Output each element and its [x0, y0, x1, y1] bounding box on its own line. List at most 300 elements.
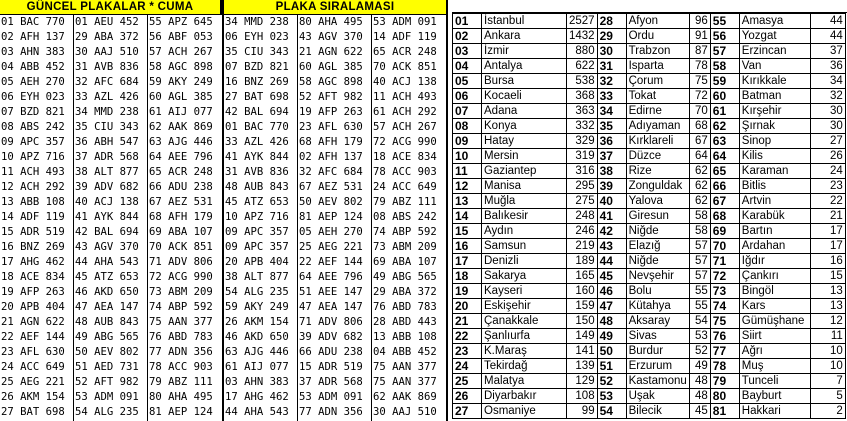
column-divider: [73, 15, 74, 421]
city-rank-number: 22: [453, 329, 482, 344]
city-name: Edirne: [626, 104, 689, 119]
city-row: [453, 89, 846, 104]
city-name: Bingöl: [739, 284, 810, 299]
city-count: 108: [567, 389, 598, 404]
city-name: Kastamonu: [626, 374, 689, 389]
plate-cell: 58 AGC 898: [149, 61, 213, 73]
plate-row: [0, 120, 448, 135]
city-count: 55: [689, 299, 710, 314]
city-row: [453, 29, 846, 44]
plate-row: [0, 30, 448, 45]
city-name: Diyarbakır: [482, 389, 567, 404]
plate-cell: 10 APZ 716: [225, 211, 289, 223]
city-row: [453, 164, 846, 179]
city-rank-number: 80: [710, 389, 739, 404]
city-name: İzmir: [482, 44, 567, 59]
city-row: [453, 134, 846, 149]
city-name: K.Maraş: [482, 344, 567, 359]
city-row: [453, 104, 846, 119]
plate-cell: 11 ACH 493: [373, 91, 437, 103]
plate-cell: 24 ACC 649: [1, 361, 65, 373]
city-count: 15: [810, 269, 845, 284]
city-name: Erzurum: [626, 359, 689, 374]
city-name: Muş: [739, 359, 810, 374]
city-count: 48: [689, 374, 710, 389]
city-count: 64: [689, 149, 710, 164]
plate-cell: 73 ABM 209: [373, 241, 437, 253]
city-count: 22: [810, 194, 845, 209]
city-rank-number: 59: [710, 74, 739, 89]
plate-cell: 41 AYK 844: [225, 151, 289, 163]
plate-cell: 57 ACH 267: [149, 46, 213, 58]
city-count: 160: [567, 284, 598, 299]
plate-cell: 08 ABS 242: [1, 121, 65, 133]
plate-cell: 01 BAC 770: [1, 16, 65, 28]
city-count: 49: [689, 359, 710, 374]
city-rank-number: 33: [597, 89, 626, 104]
plate-row: [0, 300, 448, 315]
city-rank-number: 39: [597, 179, 626, 194]
plate-cell: 11 ACH 493: [1, 166, 65, 178]
plate-cell: 33 AZL 426: [225, 136, 289, 148]
plate-cell: 04 ABB 452: [1, 61, 65, 73]
city-name: Ankara: [482, 29, 567, 44]
plate-cell: 78 ACC 903: [373, 166, 437, 178]
city-rank-number: 50: [597, 344, 626, 359]
plate-cell: 80 AHA 495: [149, 391, 213, 403]
plate-cell: 42 BAL 694: [225, 106, 289, 118]
plate-cell: 47 AEA 147: [75, 301, 139, 313]
city-name: Nevşehir: [626, 269, 689, 284]
plate-cell: 12 ACH 292: [1, 181, 65, 193]
plate-cell: 37 ADR 568: [299, 376, 363, 388]
city-name: Iğdır: [739, 254, 810, 269]
plate-row: [0, 150, 448, 165]
city-name: Çanakkale: [482, 314, 567, 329]
city-count: 70: [689, 104, 710, 119]
city-name: Ardahan: [739, 239, 810, 254]
column-divider: [147, 15, 148, 421]
plate-cell: 60 AGL 385: [149, 91, 213, 103]
city-count: 45: [689, 404, 710, 419]
plate-cell: 49 ABG 565: [373, 271, 437, 283]
plate-cell: 62 AAK 869: [373, 391, 437, 403]
city-name: Adana: [482, 104, 567, 119]
city-count: 54: [689, 314, 710, 329]
city-name: Zonguldak: [626, 179, 689, 194]
city-rank-number: 02: [453, 29, 482, 44]
city-name: Osmaniye: [482, 404, 567, 419]
city-name: Denizli: [482, 254, 567, 269]
city-count: 139: [567, 359, 598, 374]
city-count: 1432: [567, 29, 598, 44]
city-row: [453, 74, 846, 89]
city-rank-number: 30: [597, 44, 626, 59]
city-rank-number: 47: [597, 299, 626, 314]
plate-cell: 61 ACH 292: [373, 106, 437, 118]
city-row: [453, 314, 846, 329]
city-count: 880: [567, 44, 598, 59]
plate-cell: 66 ADU 238: [149, 181, 213, 193]
plate-row: [0, 360, 448, 375]
city-count: 52: [689, 344, 710, 359]
city-count: 11: [810, 329, 845, 344]
city-count: 23: [810, 179, 845, 194]
city-rank-number: 65: [710, 164, 739, 179]
section-divider: [446, 0, 448, 421]
city-rank-number: 07: [453, 104, 482, 119]
city-rank-number: 23: [453, 344, 482, 359]
plate-cell: 28 ABD 443: [373, 316, 437, 328]
city-rank-number: 05: [453, 74, 482, 89]
city-count: 10: [810, 344, 845, 359]
city-rank-number: 16: [453, 239, 482, 254]
plate-cell: 40 ACJ 138: [373, 76, 437, 88]
city-count: 21: [810, 209, 845, 224]
city-count: 53: [689, 329, 710, 344]
plate-cell: 64 AEE 796: [299, 271, 363, 283]
plate-ranking-header: PLAKA SIRALAMASI: [222, 0, 448, 15]
plate-cell: 46 AKD 650: [225, 331, 289, 343]
plate-cell: 29 ABA 372: [373, 286, 437, 298]
city-count: 368: [567, 89, 598, 104]
city-count: 7: [810, 374, 845, 389]
city-name: Bolu: [626, 284, 689, 299]
city-rank-number: 32: [597, 74, 626, 89]
city-rank-number: 19: [453, 284, 482, 299]
plate-cell: 62 AAK 869: [149, 121, 213, 133]
city-rank-number: 20: [453, 299, 482, 314]
city-rank-number: 67: [710, 194, 739, 209]
city-count: 538: [567, 74, 598, 89]
plate-cell: 22 AEF 144: [1, 331, 65, 343]
plate-cell: 42 BAL 694: [75, 226, 139, 238]
city-rank-number: 69: [710, 224, 739, 239]
city-count: 141: [567, 344, 598, 359]
city-count: 2: [810, 404, 845, 419]
city-count: 319: [567, 149, 598, 164]
plate-row: [0, 330, 448, 345]
plate-cell: 54 ALG 235: [225, 286, 289, 298]
city-rank-number: 35: [597, 119, 626, 134]
plate-cell: 79 ABZ 111: [149, 376, 213, 388]
city-count: 129: [567, 374, 598, 389]
city-row: [453, 284, 846, 299]
city-name: Uşak: [626, 389, 689, 404]
city-count: 332: [567, 119, 598, 134]
plate-row: [0, 345, 448, 360]
plate-cell: 25 AEG 221: [299, 241, 363, 253]
city-row: [453, 344, 846, 359]
city-count: 32: [810, 89, 845, 104]
city-name: Niğde: [626, 224, 689, 239]
plate-cell: 51 AED 731: [75, 361, 139, 373]
city-rank-number: 17: [453, 254, 482, 269]
plate-cell: 41 AYK 844: [75, 211, 139, 223]
city-rank-number: 77: [710, 344, 739, 359]
city-name: Çorum: [626, 74, 689, 89]
plate-cell: 37 ADR 568: [75, 151, 139, 163]
city-name: Konya: [482, 119, 567, 134]
city-count: 219: [567, 239, 598, 254]
city-count: 13: [810, 284, 845, 299]
plate-cell: 32 AFC 684: [299, 166, 363, 178]
plate-cell: 77 ADN 356: [149, 346, 213, 358]
plate-cell: 48 AUB 843: [75, 316, 139, 328]
city-name: Hakkari: [739, 404, 810, 419]
city-rank-number: 36: [597, 134, 626, 149]
plate-cell: 50 AEV 802: [299, 196, 363, 208]
city-name: Kilis: [739, 149, 810, 164]
plate-row: [0, 375, 448, 390]
plate-cell: 44 AHA 543: [75, 256, 139, 268]
city-count: 17: [810, 239, 845, 254]
ranking-table-top-bar: [452, 0, 847, 13]
plate-cell: 02 AFH 137: [299, 151, 363, 163]
plate-cell: 48 AUB 843: [225, 181, 289, 193]
city-name: Kırşehir: [739, 104, 810, 119]
plate-cell: 43 AGV 370: [299, 31, 363, 43]
plate-list-body: [0, 15, 448, 420]
city-count: 55: [689, 284, 710, 299]
plate-row: [0, 180, 448, 195]
city-name: Şanlıurfa: [482, 329, 567, 344]
city-name: Şırnak: [739, 119, 810, 134]
plate-cell: 02 AFH 137: [1, 31, 65, 43]
city-rank-number: 61: [710, 104, 739, 119]
city-ranking-panel: [452, 13, 847, 421]
plate-row: [0, 315, 448, 330]
city-count: 78: [689, 59, 710, 74]
plate-cell: 01 AEU 452: [75, 16, 139, 28]
city-name: Çankırı: [739, 269, 810, 284]
city-count: 295: [567, 179, 598, 194]
city-rank-number: 58: [710, 59, 739, 74]
city-name: Isparta: [626, 59, 689, 74]
city-ranking-table: [452, 13, 846, 419]
plate-cell: 32 AFC 684: [75, 76, 139, 88]
city-name: Eskişehir: [482, 299, 567, 314]
city-rank-number: 56: [710, 29, 739, 44]
plate-cell: 63 AJG 446: [149, 136, 213, 148]
plate-cell: 71 ADV 806: [149, 256, 213, 268]
current-plates-header: GÜNCEL PLAKALAR * CUMA: [0, 0, 222, 15]
city-name: Artvin: [739, 194, 810, 209]
city-rank-number: 18: [453, 269, 482, 284]
plate-cell: 21 AGN 622: [1, 316, 65, 328]
city-name: Elazığ: [626, 239, 689, 254]
plate-cell: 27 BAT 698: [1, 406, 65, 418]
city-name: Yozgat: [739, 29, 810, 44]
plate-row: [0, 135, 448, 150]
city-row: [453, 44, 846, 59]
plate-cell: 39 ADV 682: [75, 181, 139, 193]
plate-cell: 13 ABB 108: [373, 331, 437, 343]
plate-cell: 76 ABD 783: [149, 331, 213, 343]
plate-cell: 35 CIU 343: [75, 121, 139, 133]
plate-cell: 71 ADV 806: [299, 316, 363, 328]
plate-cell: 63 AJG 446: [225, 346, 289, 358]
city-count: 189: [567, 254, 598, 269]
city-name: Sinop: [739, 134, 810, 149]
plate-cell: 05 AEH 270: [299, 226, 363, 238]
city-row: [453, 389, 846, 404]
city-count: 57: [689, 269, 710, 284]
plate-cell: 51 AEE 147: [299, 286, 363, 298]
plate-cell: 27 BAT 698: [225, 91, 289, 103]
plate-cell: 17 AHG 462: [225, 391, 289, 403]
plate-cell: 64 AEE 796: [149, 151, 213, 163]
city-name: Tokat: [626, 89, 689, 104]
city-rank-number: 53: [597, 389, 626, 404]
city-rank-number: 57: [710, 44, 739, 59]
city-count: 57: [689, 239, 710, 254]
plate-cell: 03 AHN 383: [1, 46, 65, 58]
city-rank-number: 63: [710, 134, 739, 149]
city-rank-number: 10: [453, 149, 482, 164]
plate-cell: 61 AIJ 077: [225, 361, 289, 373]
plate-cell: 09 APC 357: [225, 241, 289, 253]
plate-cell: 38 ALT 877: [225, 271, 289, 283]
city-name: Gümüşhane: [739, 314, 810, 329]
city-name: Kayseri: [482, 284, 567, 299]
city-rank-number: 13: [453, 194, 482, 209]
city-rank-number: 28: [597, 14, 626, 29]
city-row: [453, 59, 846, 74]
plate-row: [0, 270, 448, 285]
plate-cell: 77 ADN 356: [299, 406, 363, 418]
plate-cell: 74 ABP 592: [149, 301, 213, 313]
plate-cell: 22 AEF 144: [299, 256, 363, 268]
plate-cell: 10 APZ 716: [1, 151, 65, 163]
plate-row: [0, 255, 448, 270]
plate-cell: 81 AEP 124: [149, 406, 213, 418]
city-row: [453, 239, 846, 254]
city-count: 316: [567, 164, 598, 179]
plate-cell: 23 AFL 630: [299, 121, 363, 133]
city-count: 58: [689, 209, 710, 224]
plate-cell: 16 BNZ 269: [225, 76, 289, 88]
city-rank-number: 68: [710, 209, 739, 224]
plate-cell: 01 BAC 770: [225, 121, 289, 133]
plate-row: [0, 195, 448, 210]
city-count: 91: [689, 29, 710, 44]
city-rank-number: 62: [710, 119, 739, 134]
city-count: 275: [567, 194, 598, 209]
city-name: Yalova: [626, 194, 689, 209]
city-row: [453, 269, 846, 284]
city-count: 149: [567, 329, 598, 344]
plate-cell: 35 CIU 343: [225, 46, 289, 58]
city-name: Kırıkkale: [739, 74, 810, 89]
plate-cell: 33 AZL 426: [75, 91, 139, 103]
plate-cell: 06 EYH 023: [1, 91, 65, 103]
plate-cell: 75 AAN 377: [149, 316, 213, 328]
city-rank-number: 55: [710, 14, 739, 29]
plate-cell: 49 ABG 565: [75, 331, 139, 343]
city-count: 44: [810, 14, 845, 29]
city-count: 72: [689, 89, 710, 104]
plate-cell: 75 AAN 377: [373, 361, 437, 373]
city-name: Adıyaman: [626, 119, 689, 134]
plate-cell: 20 APB 404: [225, 256, 289, 268]
city-rank-number: 34: [597, 104, 626, 119]
city-name: Bayburt: [739, 389, 810, 404]
plate-cell: 46 AKD 650: [75, 286, 139, 298]
city-count: 34: [810, 74, 845, 89]
plate-cell: 19 AFP 263: [299, 106, 363, 118]
plate-cell: 80 AHA 495: [299, 16, 363, 28]
city-count: 30: [810, 119, 845, 134]
city-count: 16: [810, 254, 845, 269]
plate-cell: 69 ABA 107: [149, 226, 213, 238]
city-name: Rize: [626, 164, 689, 179]
plate-cell: 14 ADF 119: [1, 211, 65, 223]
city-rank-number: 43: [597, 239, 626, 254]
plate-cell: 72 ACG 990: [149, 271, 213, 283]
city-rank-number: 29: [597, 29, 626, 44]
plate-cell: 40 ACJ 138: [75, 196, 139, 208]
plate-cell: 73 ABM 209: [149, 286, 213, 298]
plate-cell: 59 AKY 249: [225, 301, 289, 313]
city-rank-number: 15: [453, 224, 482, 239]
city-name: Aydın: [482, 224, 567, 239]
city-rank-number: 48: [597, 314, 626, 329]
plate-cell: 53 ADM 091: [299, 391, 363, 403]
city-row: [453, 329, 846, 344]
plate-cell: 45 ATZ 653: [75, 271, 139, 283]
plate-cell: 36 ABH 547: [75, 136, 139, 148]
city-rank-number: 71: [710, 254, 739, 269]
city-rank-number: 78: [710, 359, 739, 374]
city-name: Kocaeli: [482, 89, 567, 104]
plate-cell: 31 AVB 836: [225, 166, 289, 178]
plate-cell: 47 AEA 147: [299, 301, 363, 313]
city-name: Düzce: [626, 149, 689, 164]
city-name: Ağrı: [739, 344, 810, 359]
city-rank-number: 70: [710, 239, 739, 254]
plate-cell: 03 AHN 383: [225, 376, 289, 388]
plate-row: [0, 390, 448, 405]
city-rank-number: 76: [710, 329, 739, 344]
city-count: 24: [810, 164, 845, 179]
city-count: 12: [810, 314, 845, 329]
city-row: [453, 254, 846, 269]
city-rank-number: 06: [453, 89, 482, 104]
city-count: 62: [689, 179, 710, 194]
city-name: Hatay: [482, 134, 567, 149]
plate-cell: 45 ATZ 653: [225, 196, 289, 208]
city-count: 26: [810, 149, 845, 164]
plate-cell: 65 ACR 248: [373, 46, 437, 58]
plate-cell: 79 ABZ 111: [373, 196, 437, 208]
city-count: 17: [810, 224, 845, 239]
plate-row: [0, 75, 448, 90]
city-count: 30: [810, 104, 845, 119]
city-rank-number: 27: [453, 404, 482, 419]
city-name: Niğde: [626, 254, 689, 269]
city-name: Bartın: [739, 224, 810, 239]
plate-row: [0, 405, 448, 420]
city-rank-number: 38: [597, 164, 626, 179]
city-name: Van: [739, 59, 810, 74]
plate-cell: 07 BZD 821: [1, 106, 65, 118]
plate-cell: 24 ACC 649: [373, 181, 437, 193]
city-count: 363: [567, 104, 598, 119]
city-count: 67: [689, 134, 710, 149]
plate-cell: 18 ACE 834: [373, 151, 437, 163]
city-name: Kırklareli: [626, 134, 689, 149]
